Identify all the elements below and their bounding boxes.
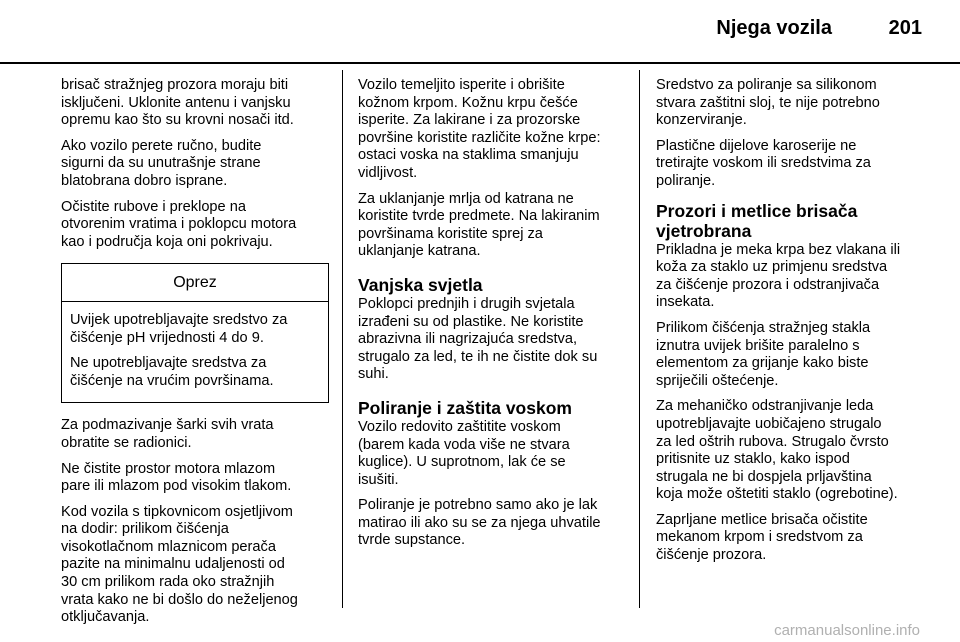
column-divider xyxy=(639,70,640,608)
caution-title: Oprez xyxy=(62,264,328,302)
column-middle xyxy=(358,77,630,558)
column-left xyxy=(61,77,329,635)
section-heading: Poliranje i zaštita voskom xyxy=(358,397,572,418)
paragraph: Prilikom čišćenja stražnjeg stakla iznutra uvijek brišite paralelno s elementom za grijanje kako biste spriječili oštećenje. xyxy=(656,319,871,389)
caution-text: Uvijek upotrebljavajte sredstvo za čišćenje pH vrijednosti 4 do 9. xyxy=(70,311,288,346)
page-header xyxy=(0,0,960,64)
caution-body xyxy=(62,302,328,402)
paragraph: Zaprljane metlice brisača očistite mekanom krpom i sredstvom za čišćenje prozora. xyxy=(656,511,868,564)
caution-box xyxy=(61,263,329,403)
watermark: carmanualsonline.info xyxy=(774,622,920,639)
header-divider xyxy=(0,62,960,64)
caution-text: Ne upotrebljavajte sredstva za čišćenje na vrućim površinama. xyxy=(70,355,274,389)
paragraph: Vozilo temeljito isperite i obrišite kožnom krpom. Kožnu krpu češće isperite. Za lakirane i za prozorske površine koristite različite kožne krpe: ostaci voska na staklima smanjuju vidljivost. xyxy=(358,77,601,181)
paragraph: Očistite rubove i preklope na otvorenim vratima i poklopcu motora kao i područja koja oni pokrivaju. xyxy=(61,198,297,250)
paragraph: Za podmazivanje šarki svih vrata obratite se radionici. xyxy=(61,417,274,451)
section-title: Njega vozila xyxy=(716,17,832,39)
paragraph: Prikladna je meka krpa bez vlakana ili koža za staklo uz primjenu sredstva za čišćenje prozora i odstranjivača insekata. xyxy=(656,241,901,311)
paragraph: Poklopci prednjih i drugih svjetala izrađeni su od plastike. Ne koristite abrazivna ili nagrizajuća sredstva, strugalo za led, te ih ne čistite dok su suhi. xyxy=(358,295,598,383)
paragraph: brisač stražnjeg prozora moraju biti isključeni. Uklonite antenu i vanjsku opremu kao što su krovni nosači itd. xyxy=(61,77,294,129)
paragraph: Za uklanjanje mrlja od katrana ne koristite tvrde predmete. Na lakiranim površinama koristite sprej za uklanjanje katrana. xyxy=(358,190,600,260)
paragraph: Kod vozila s tipkovnicom osjetljivom na dodir: prilikom čišćenja visokotlačnom mlaznicom perača pazite na minimalnu udaljenosti od 30 cm prilikom rada oko stražnjih vrata kako ne bi došlo do neželjenog otključavanja. xyxy=(61,503,298,626)
paragraph: Plastične dijelove karoserije ne tretirajte voskom ili sredstvima za poliranje. xyxy=(656,137,871,189)
column-right xyxy=(656,77,928,573)
column-divider xyxy=(342,70,343,608)
paragraph: Za mehaničko odstranjivanje leda upotrebljavajte uobičajeno strugalo za led oštrih rubova. Strugalo čvrsto pritisnite uz staklo, kako ispod strugala ne bi dospjela prljavština koja može oštetiti staklo (ogrebotine). xyxy=(656,398,898,503)
section-heading: Vanjska svjetla xyxy=(358,274,483,295)
paragraph: Ne čistite prostor motora mlazom pare ili mlazom pod visokim tlakom. xyxy=(61,460,292,495)
section-heading: Prozori i metlice brisača vjetrobrana xyxy=(656,200,858,241)
page-number: 201 xyxy=(888,17,922,39)
paragraph: Ako vozilo perete ručno, budite sigurni da su unutrašnje strane blatobrana dobro isprane. xyxy=(61,137,262,189)
paragraph: Poliranje je potrebno samo ako je lak matirao ili ako su se za njega uhvatile tvrde supstance. xyxy=(358,497,601,549)
paragraph: Vozilo redovito zaštitite voskom (barem kada voda više ne stvara kuglice). U suprotnom, lak će se isušiti. xyxy=(358,418,570,488)
paragraph: Sredstvo za poliranje sa silikonom stvara zaštitni sloj, te nije potrebno konzerviranje. xyxy=(656,77,880,129)
